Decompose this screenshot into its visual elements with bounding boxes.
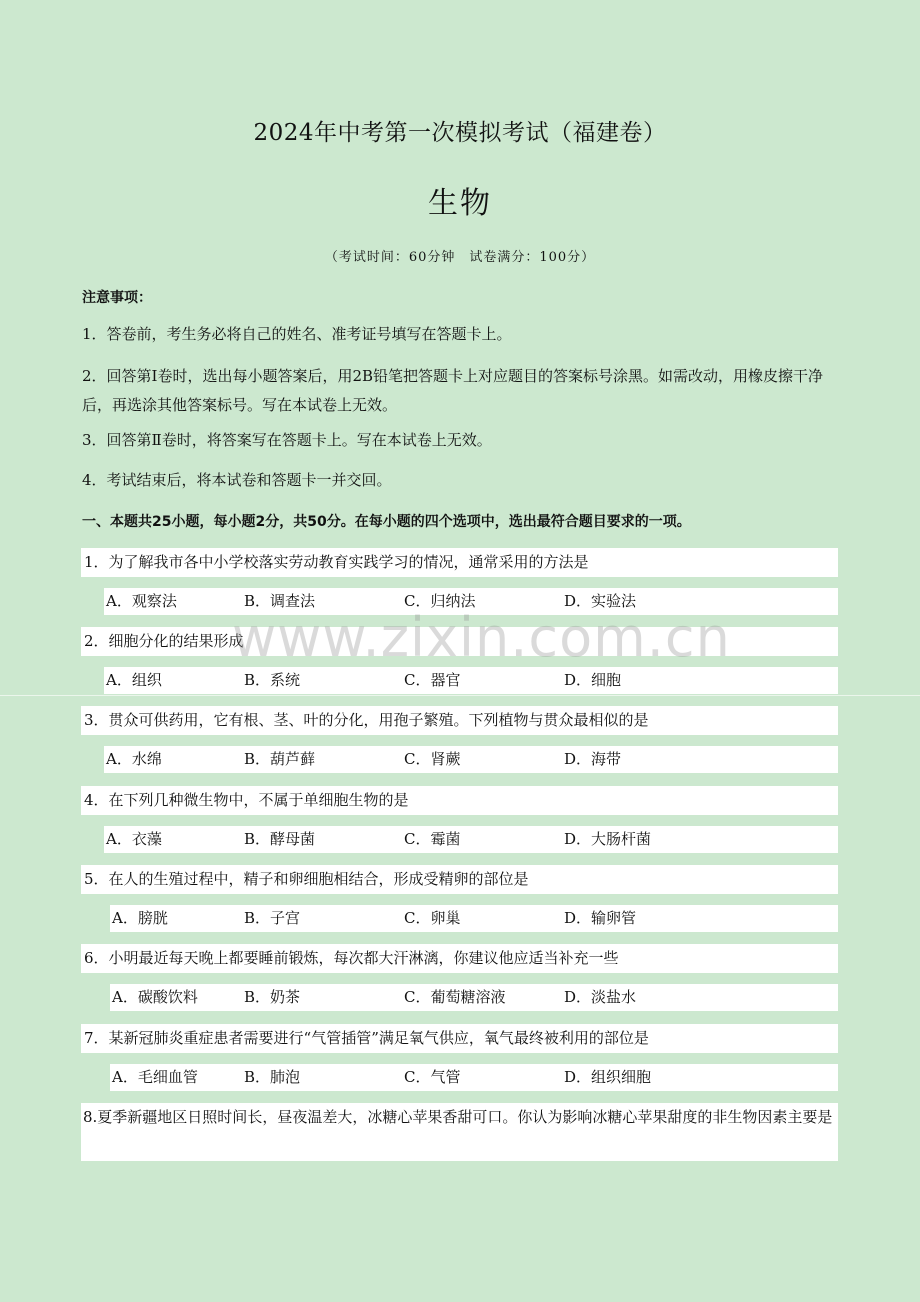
option-b[interactable]: B．葫芦藓	[244, 750, 316, 768]
exam-title: 2024年中考第一次模拟考试（福建卷）	[253, 120, 667, 146]
question-stem-8: 8.夏季新疆地区日照时间长，昼夜温差大，冰糖心苹果香甜可口。你认为影响冰糖心苹果甜度的非生物因素主要是	[81, 1103, 838, 1161]
option-d[interactable]: D．海带	[564, 750, 622, 768]
option-a[interactable]: A．水绵	[106, 750, 162, 768]
option-d[interactable]: D．淡盐水	[564, 988, 637, 1006]
option-b[interactable]: B．酵母菌	[244, 830, 316, 848]
question-options-2	[104, 667, 838, 694]
option-d[interactable]: D．组织细胞	[564, 1068, 652, 1086]
option-a[interactable]: A．组织	[106, 671, 162, 689]
option-a[interactable]: A．观察法	[106, 592, 177, 610]
option-d[interactable]: D．大肠杆菌	[564, 830, 652, 848]
option-b[interactable]: B．调查法	[244, 592, 316, 610]
question-stem-5: 5．在人的生殖过程中，精子和卵细胞相结合，形成受精卵的部位是	[81, 865, 838, 894]
subject-title: 生物	[428, 186, 492, 221]
question-stem-3: 3．贯众可供药用，它有根、茎、叶的分化，用孢子繁殖。下列植物与贯众最相似的是	[81, 706, 838, 735]
watermark: www.zixin.com.cn	[232, 606, 731, 669]
option-a[interactable]: A．衣藻	[106, 830, 162, 848]
option-c[interactable]: C．霉菌	[404, 830, 461, 848]
notice-heading: 注意事项：	[82, 290, 152, 306]
section-heading: 一、本题共25小题，每小题2分，共50分。在每小题的四个选项中，选出最符合题目要求的一项。	[82, 514, 691, 530]
notice-item-1: 1．答卷前，考生务必将自己的姓名、准考证号填写在答题卡上。	[82, 325, 512, 343]
exam-time-and-score: （考试时间：60分钟 试卷满分：100分）	[324, 250, 596, 265]
question-options-5	[110, 905, 838, 932]
question-stem-2: 2．细胞分化的结果形成	[81, 627, 838, 656]
option-c[interactable]: C．肾蕨	[404, 750, 461, 768]
option-c[interactable]: C．器官	[404, 671, 461, 689]
option-b[interactable]: B．奶茶	[244, 988, 301, 1006]
option-a[interactable]: A．毛细血管	[112, 1068, 198, 1086]
option-b[interactable]: B．肺泡	[244, 1068, 301, 1086]
question-options-3	[104, 746, 838, 773]
notice-item-4: 4．考试结束后，将本试卷和答题卡一并交回。	[82, 471, 392, 489]
option-c[interactable]: C．葡萄糖溶液	[404, 988, 506, 1006]
option-d[interactable]: D．实验法	[564, 592, 637, 610]
option-b[interactable]: B．子宫	[244, 909, 301, 927]
option-c[interactable]: C．卵巢	[404, 909, 461, 927]
option-c[interactable]: C．气管	[404, 1068, 461, 1086]
option-d[interactable]: D．细胞	[564, 671, 622, 689]
question-options-7	[110, 1064, 838, 1091]
question-options-4	[104, 826, 838, 853]
question-stem-4: 4．在下列几种微生物中，不属于单细胞生物的是	[81, 786, 838, 815]
option-c[interactable]: C．归纳法	[404, 592, 476, 610]
notice-item-2: 2．回答第Ⅰ卷时，选出每小题答案后，用2B铅笔把答题卡上对应题目的答案标号涂黑。如需改动，用橡皮擦干净后，再选涂其他答案标号。写在本试卷上无效。	[82, 367, 824, 414]
question-options-6	[110, 984, 838, 1011]
question-stem-6: 6．小明最近每天晚上都要睡前锻炼，每次都大汗淋漓，你建议他应适当补充一些	[81, 944, 838, 973]
option-b[interactable]: B．系统	[244, 671, 301, 689]
option-a[interactable]: A．碳酸饮料	[112, 988, 198, 1006]
option-a[interactable]: A．膀胱	[112, 909, 168, 927]
page-divider	[0, 695, 920, 696]
question-options-1	[104, 588, 838, 615]
question-stem-1: 1．为了解我市各中小学校落实劳动教育实践学习的情况，通常采用的方法是	[81, 548, 838, 577]
notice-item-3: 3．回答第Ⅱ卷时，将答案写在答题卡上。写在本试卷上无效。	[82, 431, 492, 449]
option-d[interactable]: D．输卵管	[564, 909, 637, 927]
question-stem-7: 7．某新冠肺炎重症患者需要进行“气管插管”满足氧气供应，氧气最终被利用的部位是	[81, 1024, 838, 1053]
